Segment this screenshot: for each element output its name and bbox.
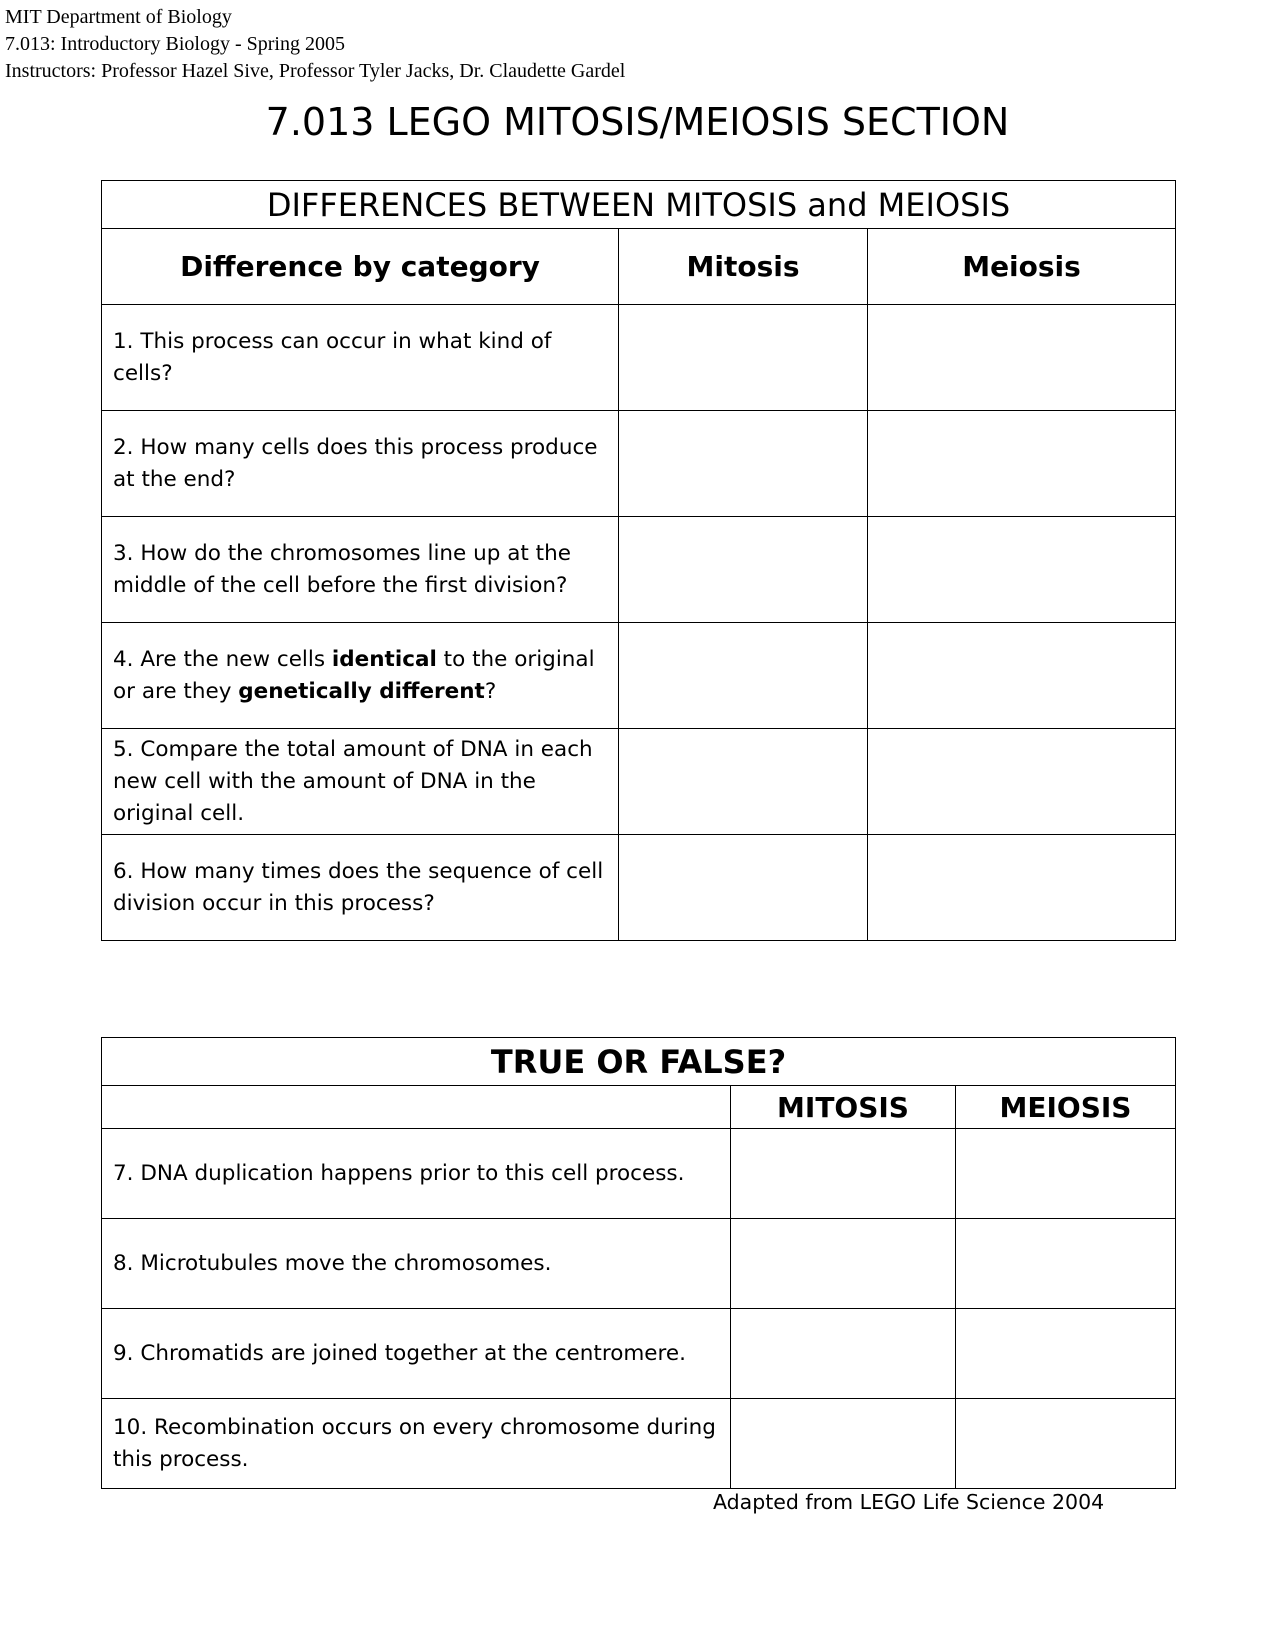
answer-cell-meiosis[interactable] [868, 729, 1176, 835]
answer-cell-mitosis[interactable] [619, 517, 868, 623]
column-header-meiosis: MEIOSIS [956, 1086, 1176, 1129]
answer-cell-mitosis[interactable] [731, 1399, 956, 1489]
answer-cell-meiosis[interactable] [868, 305, 1176, 411]
differences-table [101, 180, 1176, 941]
question-4-text: 4. Are the new cells [113, 646, 332, 672]
differences-table-caption: DIFFERENCES BETWEEN MITOSIS and MEIOSIS [102, 181, 1176, 229]
table-row [102, 1219, 1176, 1309]
question-6: 6. How many times does the sequence of cell division occur in this process? [102, 835, 619, 941]
question-4 [102, 623, 619, 729]
column-header-mitosis: MITOSIS [731, 1086, 956, 1129]
table-row [102, 1399, 1176, 1489]
table-row [102, 411, 1176, 517]
answer-cell-mitosis[interactable] [619, 305, 868, 411]
header-department: MIT Department of Biology [5, 6, 232, 28]
column-header-category: Difference by category [102, 229, 619, 305]
question-7: 7. DNA duplication happens prior to this cell process. [102, 1129, 731, 1219]
answer-cell-meiosis[interactable] [868, 623, 1176, 729]
question-4-emphasis-identical: identical [331, 646, 437, 672]
question-5: 5. Compare the total amount of DNA in each new cell with the amount of DNA in the original cell. [102, 729, 619, 835]
question-1: 1. This process can occur in what kind of cells? [102, 305, 619, 411]
question-4-emphasis-different: genetically different [238, 678, 485, 704]
table-row [102, 835, 1176, 941]
answer-cell-mitosis[interactable] [731, 1129, 956, 1219]
question-2: 2. How many cells does this process produce at the end? [102, 411, 619, 517]
answer-cell-meiosis[interactable] [956, 1219, 1176, 1309]
question-3: 3. How do the chromosomes line up at the middle of the cell before the first division? [102, 517, 619, 623]
header-course: 7.013: Introductory Biology - Spring 2005 [5, 33, 345, 55]
true-false-table [101, 1037, 1176, 1489]
column-header-mitosis: Mitosis [619, 229, 868, 305]
answer-cell-meiosis[interactable] [868, 411, 1176, 517]
answer-cell-mitosis[interactable] [731, 1219, 956, 1309]
column-header-blank [102, 1086, 731, 1129]
answer-cell-mitosis[interactable] [619, 623, 868, 729]
answer-cell-meiosis[interactable] [956, 1309, 1176, 1399]
column-header-meiosis: Meiosis [868, 229, 1176, 305]
source-credit: Adapted from LEGO Life Science 2004 [713, 1490, 1105, 1514]
answer-cell-mitosis[interactable] [619, 835, 868, 941]
true-false-table-caption: TRUE OR FALSE? [102, 1038, 1176, 1086]
document-header [5, 4, 625, 85]
answer-cell-meiosis[interactable] [956, 1129, 1176, 1219]
answer-cell-mitosis[interactable] [619, 729, 868, 835]
table-row [102, 1129, 1176, 1219]
question-9: 9. Chromatids are joined together at the centromere. [102, 1309, 731, 1399]
table-row [102, 1309, 1176, 1399]
table-row [102, 623, 1176, 729]
table-row [102, 517, 1176, 623]
question-10: 10. Recombination occurs on every chromosome during this process. [102, 1399, 731, 1489]
answer-cell-mitosis[interactable] [731, 1309, 956, 1399]
table-row [102, 729, 1176, 835]
question-4-text: ? [484, 678, 497, 704]
table-row [102, 305, 1176, 411]
question-4-text: to the original or are they [113, 646, 595, 704]
header-instructors: Instructors: Professor Hazel Sive, Professor Tyler Jacks, Dr. Claudette Gardel [5, 60, 626, 82]
question-8: 8. Microtubules move the chromosomes. [102, 1219, 731, 1309]
answer-cell-meiosis[interactable] [868, 517, 1176, 623]
answer-cell-meiosis[interactable] [956, 1399, 1176, 1489]
answer-cell-meiosis[interactable] [868, 835, 1176, 941]
answer-cell-mitosis[interactable] [619, 411, 868, 517]
page-title: 7.013 LEGO MITOSIS/MEIOSIS SECTION [265, 100, 1010, 144]
